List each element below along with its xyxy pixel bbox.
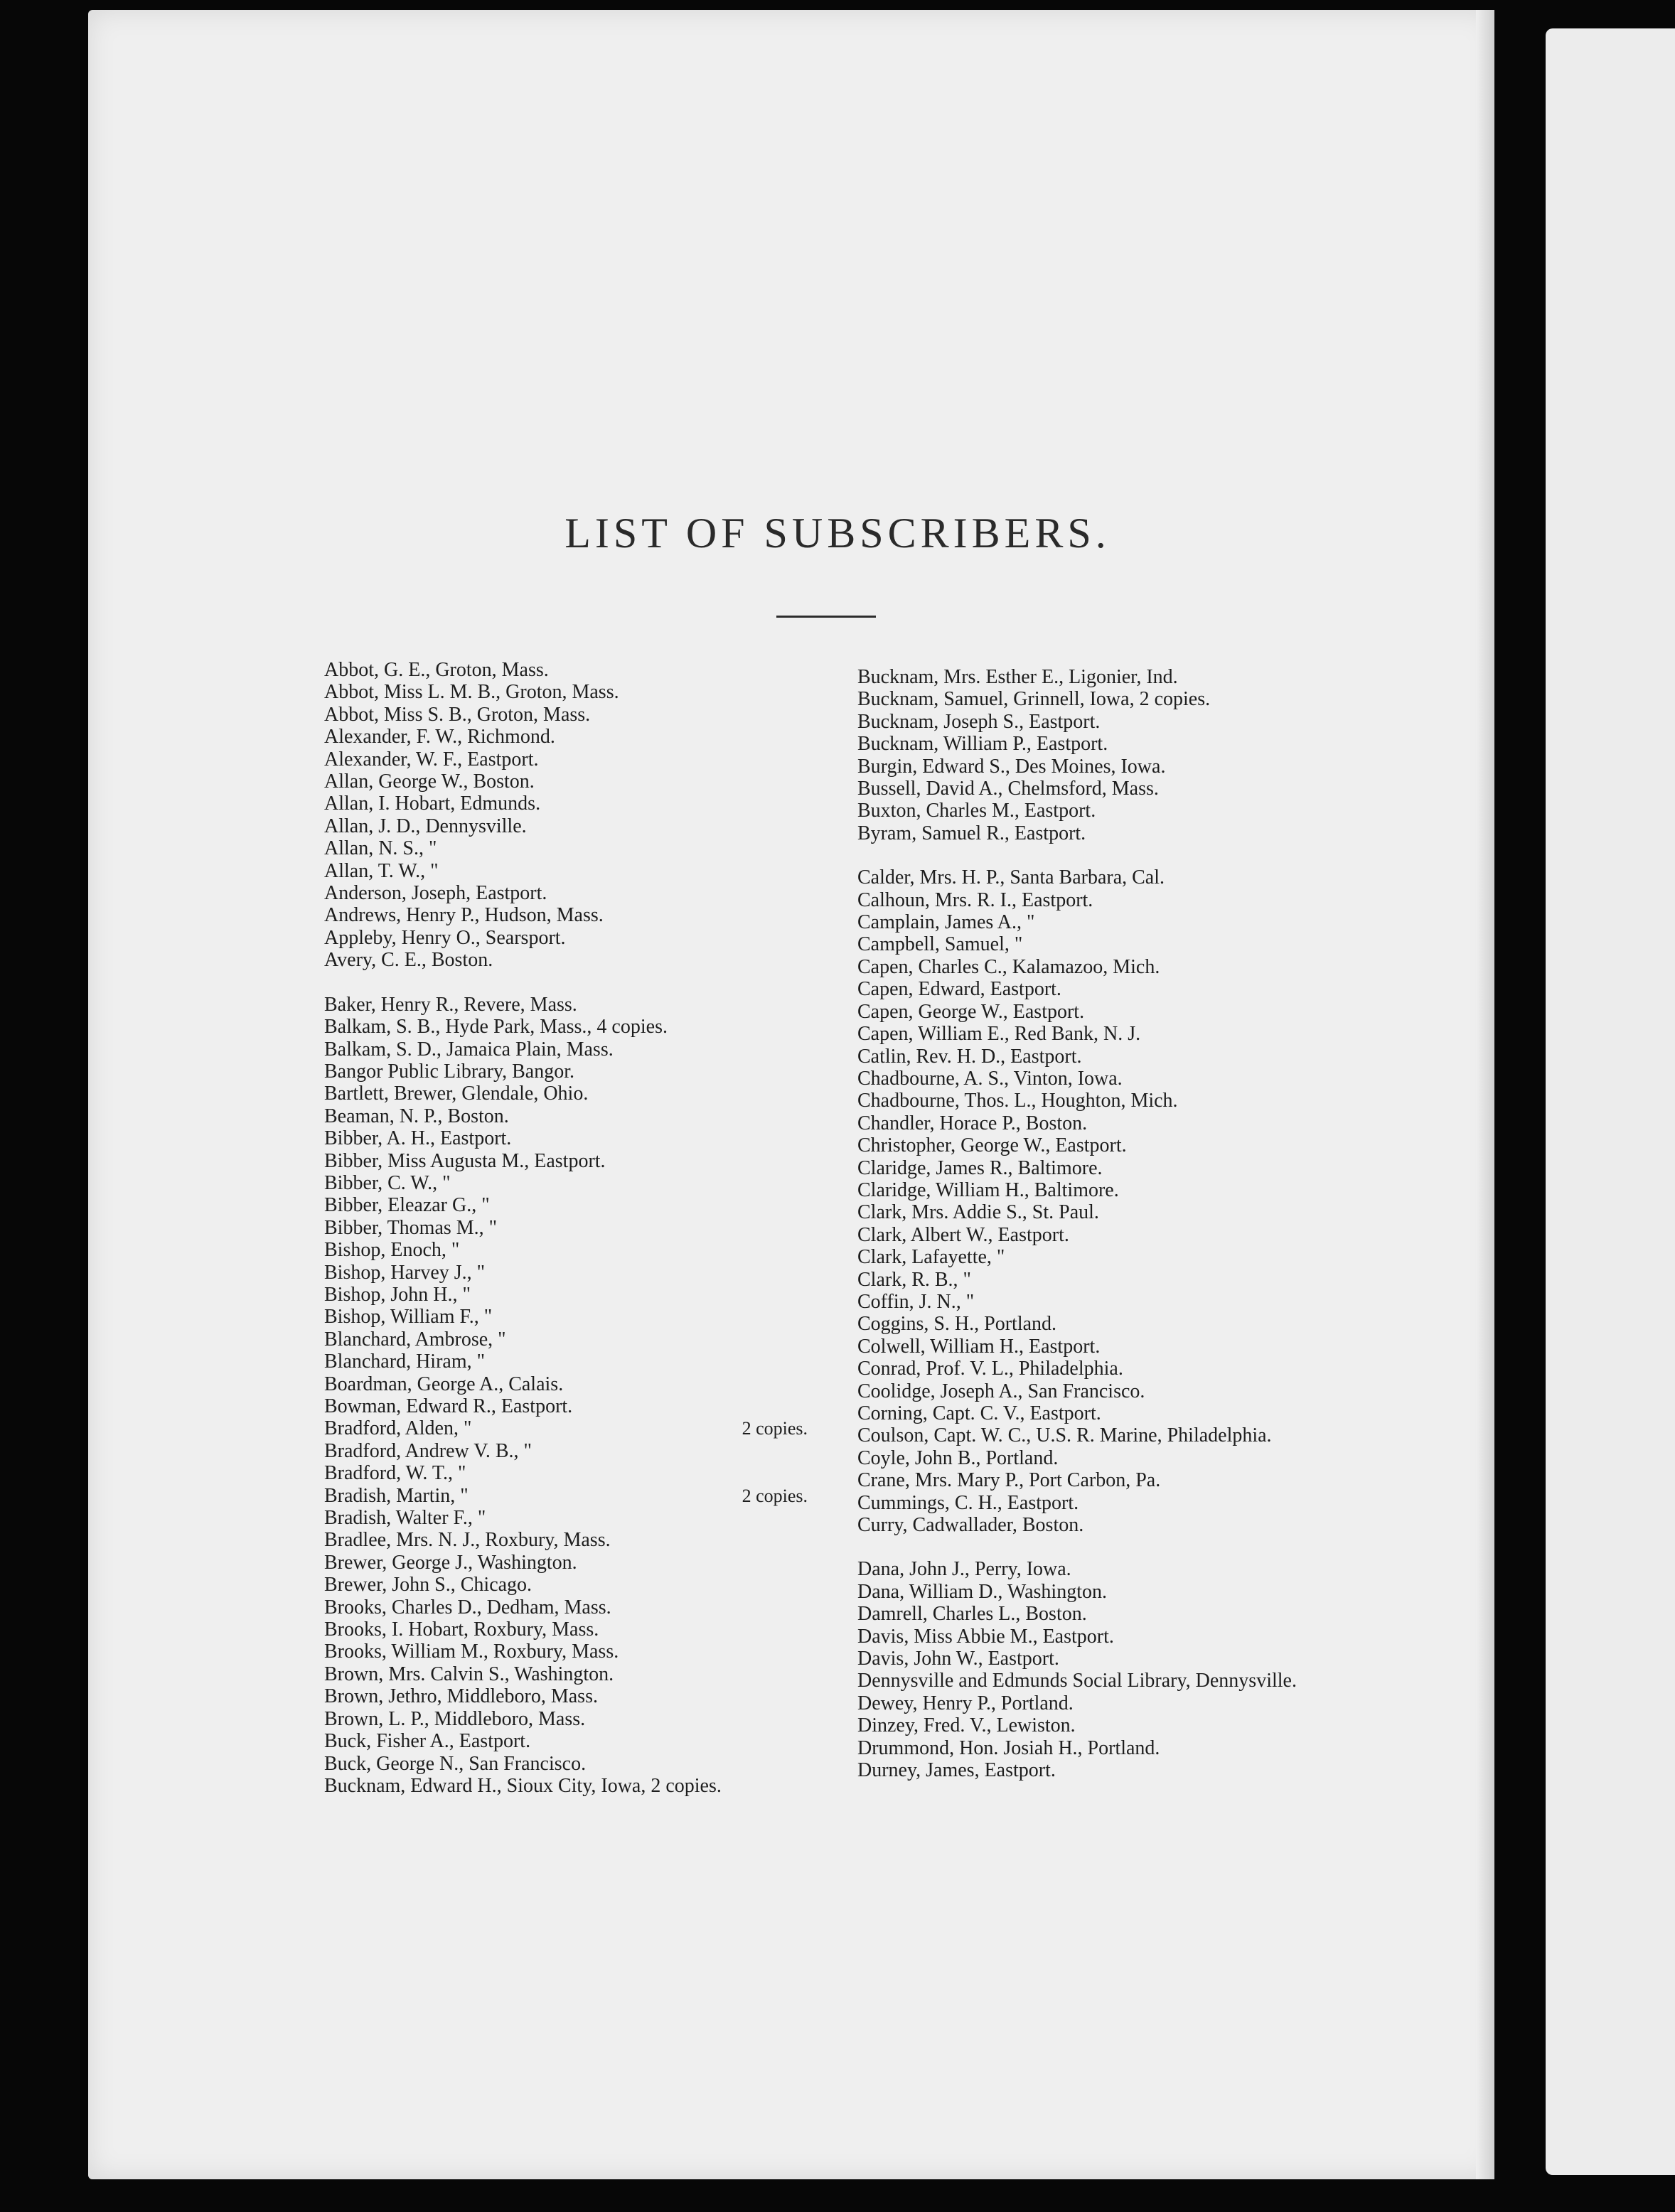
subscriber-entry — [857, 1336, 1384, 1358]
subscriber-entry — [324, 1217, 836, 1239]
subscriber-name: Drummond, Hon. Josiah H., Portland. — [857, 1736, 1160, 1759]
subscriber-name: Calhoun, Mrs. R. I., Eastport. — [857, 888, 1093, 911]
subscriber-entry — [857, 1046, 1384, 1068]
subscriber-entry — [324, 927, 836, 949]
subscriber-name: Bibber, Eleazar G., " — [324, 1194, 490, 1217]
subscriber-entry — [857, 1424, 1384, 1446]
subscriber-entry — [324, 1306, 836, 1328]
subscriber-entry — [857, 711, 1384, 733]
subscriber-name: Allan, George W., Boston. — [324, 771, 535, 793]
subscriber-entry — [857, 800, 1384, 822]
subscriber-entry — [857, 1246, 1384, 1268]
subscriber-entry — [324, 1284, 836, 1306]
subscriber-entry — [324, 1685, 836, 1707]
subscriber-entry — [857, 889, 1384, 911]
subscriber-name: Andrews, Henry P., Hudson, Mass. — [324, 904, 604, 927]
subscriber-entry — [324, 994, 836, 1016]
subscriber-entry — [324, 949, 836, 971]
subscriber-name: Bradford, Alden, " — [324, 1417, 472, 1440]
subscriber-entry — [324, 904, 836, 926]
subscriber-name: Capen, George W., Eastport. — [857, 1000, 1085, 1023]
subscriber-name: Allan, I. Hobart, Edmunds. — [324, 793, 541, 815]
subscriber-name: Brewer, John S., Chicago. — [324, 1574, 533, 1596]
subscriber-entry — [857, 778, 1384, 800]
subscriber-entry — [324, 1262, 836, 1284]
subscriber-name: Damrell, Charles L., Boston. — [857, 1603, 1087, 1626]
subscriber-name: Curry, Cadwallader, Boston. — [857, 1514, 1084, 1537]
subscriber-name: Balkam, S. D., Jamaica Plain, Mass. — [324, 1038, 614, 1061]
subscriber-name: Bowman, Edward R., Eastport. — [324, 1395, 573, 1417]
subscriber-entry — [324, 1351, 836, 1373]
subscriber-name: Capen, Charles C., Kalamazoo, Mich. — [857, 955, 1160, 978]
subscriber-entry — [324, 1618, 836, 1641]
subscriber-entry — [857, 1224, 1384, 1246]
subscriber-name: Davis, John W., Eastport. — [857, 1648, 1059, 1670]
subscriber-entry — [324, 771, 836, 793]
subscriber-entry — [324, 1105, 836, 1127]
subscriber-entry — [324, 1150, 836, 1172]
subscriber-entry — [324, 1440, 836, 1462]
subscriber-name: Dewey, Henry P., Portland. — [857, 1692, 1074, 1714]
subscriber-entry — [857, 1514, 1384, 1536]
subscriber-name: Bucknam, Joseph S., Eastport. — [857, 710, 1101, 733]
subscriber-entry — [324, 1462, 836, 1484]
subscriber-name: Bishop, Harvey J., " — [324, 1261, 486, 1284]
subscriber-name: Brown, Jethro, Middleboro, Mass. — [324, 1685, 598, 1708]
subscriber-name: Bradlee, Mrs. N. J., Roxbury, Mass. — [324, 1529, 611, 1552]
subscriber-entry — [857, 1603, 1384, 1625]
subscriber-name: Alexander, W. F., Eastport. — [324, 748, 539, 771]
subscriber-entry — [324, 837, 836, 859]
subscriber-name: Dana, John J., Perry, Iowa. — [857, 1558, 1071, 1581]
subscriber-name: Anderson, Joseph, Eastport. — [324, 882, 547, 905]
subscriber-name: Coggins, S. H., Portland. — [857, 1313, 1057, 1336]
copies-note: 2 copies. — [742, 1485, 808, 1506]
subscriber-entry — [324, 1663, 836, 1685]
subscriber-entry — [857, 1358, 1384, 1380]
subscriber-name: Buxton, Charles M., Eastport. — [857, 800, 1096, 822]
subscriber-name: Davis, Miss Abbie M., Eastport. — [857, 1625, 1114, 1648]
subscriber-name: Bucknam, William P., Eastport. — [857, 733, 1108, 756]
subscriber-entry — [324, 1529, 836, 1551]
subscriber-name: Brewer, George J., Washington. — [324, 1551, 577, 1574]
subscriber-name: Abbot, G. E., Groton, Mass. — [324, 659, 549, 681]
subscriber-entry — [324, 882, 836, 904]
subscriber-name: Clark, R. B., " — [857, 1268, 971, 1291]
subscriber-entry — [857, 1492, 1384, 1514]
subscriber-name: Byram, Samuel R., Eastport. — [857, 822, 1086, 844]
subscriber-entry — [857, 1759, 1384, 1781]
subscriber-name: Bishop, William F., " — [324, 1306, 493, 1328]
subscriber-entry — [857, 733, 1384, 755]
subscriber-entry — [857, 1670, 1384, 1692]
subscriber-entry — [324, 1061, 836, 1083]
subscriber-name: Capen, Edward, Eastport. — [857, 978, 1061, 1001]
subscriber-entry — [857, 1558, 1384, 1580]
subscriber-name: Bangor Public Library, Bangor. — [324, 1060, 575, 1083]
subscriber-name: Brown, L. P., Middleboro, Mass. — [324, 1707, 586, 1730]
subscriber-entry — [324, 793, 836, 815]
subscriber-entry — [857, 1626, 1384, 1648]
subscriber-name: Appleby, Henry O., Searsport. — [324, 926, 566, 949]
subscriber-entry — [857, 1581, 1384, 1603]
subscribers-column-right — [857, 666, 1384, 1782]
subscriber-entry — [857, 1380, 1384, 1402]
subscriber-entry — [324, 1485, 836, 1507]
subscriber-entry — [324, 1507, 836, 1529]
subscriber-entry — [857, 1112, 1384, 1134]
subscriber-entry — [324, 1775, 836, 1797]
subscriber-entry — [857, 756, 1384, 778]
subscriber-name: Colwell, William H., Eastport. — [857, 1335, 1101, 1358]
subscriber-entry — [324, 748, 836, 771]
subscriber-entry — [857, 1648, 1384, 1670]
subscriber-name: Bibber, C. W., " — [324, 1171, 451, 1194]
subscriber-name: Blanchard, Hiram, " — [324, 1351, 486, 1373]
subscriber-entry — [857, 978, 1384, 1000]
subscriber-entry — [324, 1708, 836, 1730]
subscriber-name: Baker, Henry R., Revere, Mass. — [324, 993, 577, 1016]
subscriber-name: Balkam, S. B., Hyde Park, Mass., 4 copies. — [324, 1016, 668, 1038]
subscriber-name: Durney, James, Eastport. — [857, 1759, 1056, 1782]
subscriber-name: Bibber, Thomas M., " — [324, 1216, 498, 1239]
subscriber-name: Abbot, Miss L. M. B., Groton, Mass. — [324, 681, 619, 704]
subscriber-entry — [857, 822, 1384, 844]
subscriber-entry — [324, 1395, 836, 1417]
subscriber-name: Camplain, James A., " — [857, 911, 1035, 934]
subscriber-entry — [324, 815, 836, 837]
subscriber-entry — [324, 860, 836, 882]
subscriber-entry — [324, 1194, 836, 1216]
subscriber-entry — [324, 1596, 836, 1618]
subscriber-name: Coulson, Capt. W. C., U.S. R. Marine, Philadelphia. — [857, 1424, 1272, 1447]
page-title: LIST OF SUBSCRIBERS. — [564, 510, 1111, 557]
subscriber-entry — [324, 1417, 836, 1439]
subscriber-name: Claridge, William H., Baltimore. — [857, 1179, 1119, 1201]
subscriber-entry — [857, 1201, 1384, 1223]
subscriber-entry — [857, 911, 1384, 933]
subscriber-name: Coyle, John B., Portland. — [857, 1446, 1059, 1469]
subscriber-name: Bishop, Enoch, " — [324, 1239, 460, 1262]
subscriber-entry — [324, 1083, 836, 1105]
subscriber-entry — [324, 1239, 836, 1261]
subscriber-name: Chadbourne, Thos. L., Houghton, Mich. — [857, 1090, 1178, 1112]
subscriber-name: Dinzey, Fred. V., Lewiston. — [857, 1714, 1076, 1737]
subscriber-name: Brown, Mrs. Calvin S., Washington. — [324, 1663, 614, 1685]
subscriber-entry — [324, 1753, 836, 1775]
subscriber-name: Clark, Mrs. Addie S., St. Paul. — [857, 1201, 1099, 1224]
subscriber-name: Abbot, Miss S. B., Groton, Mass. — [324, 703, 591, 726]
subscriber-entry — [324, 1328, 836, 1351]
subscriber-entry — [857, 1157, 1384, 1179]
subscriber-name: Beaman, N. P., Boston. — [324, 1105, 509, 1127]
subscriber-entry — [857, 1023, 1384, 1045]
subscriber-entry — [857, 1068, 1384, 1090]
subscriber-name: Bishop, John H., " — [324, 1283, 471, 1306]
subscriber-name: Brooks, William M., Roxbury, Mass. — [324, 1641, 619, 1663]
subscriber-name: Claridge, James R., Baltimore. — [857, 1156, 1103, 1179]
subscriber-entry — [324, 1016, 836, 1038]
subscriber-name: Allan, N. S., " — [324, 837, 437, 860]
subscriber-entry — [857, 1291, 1384, 1313]
subscriber-name: Bussell, David A., Chelmsford, Mass. — [857, 778, 1159, 800]
subscriber-name: Burgin, Edward S., Des Moines, Iowa. — [857, 755, 1166, 778]
title-rule — [776, 616, 876, 618]
subscriber-name: Catlin, Rev. H. D., Eastport. — [857, 1045, 1082, 1068]
subscriber-name: Dana, William D., Washington. — [857, 1580, 1107, 1603]
subscriber-name: Boardman, George A., Calais. — [324, 1373, 564, 1395]
subscriber-name: Bradish, Martin, " — [324, 1484, 469, 1507]
subscriber-name: Alexander, F. W., Richmond. — [324, 726, 555, 748]
subscriber-entry — [324, 726, 836, 748]
subscriber-entry — [857, 1090, 1384, 1112]
subscriber-name: Bucknam, Edward H., Sioux City, Iowa, 2 copies. — [324, 1774, 722, 1797]
subscriber-name: Clark, Lafayette, " — [857, 1246, 1005, 1269]
subscriber-entry — [324, 1730, 836, 1752]
subscriber-name: Allan, T. W., " — [324, 859, 439, 882]
subscriber-name: Brooks, I. Hobart, Roxbury, Mass. — [324, 1618, 599, 1641]
subscriber-entry — [324, 704, 836, 726]
subscriber-entry — [324, 1127, 836, 1149]
subscriber-entry — [324, 1373, 836, 1395]
subscriber-name: Bradford, Andrew V. B., " — [324, 1439, 532, 1462]
adjacent-page-edge — [1546, 28, 1675, 2175]
subscriber-name: Coffin, J. N., " — [857, 1290, 975, 1313]
subscriber-name: Avery, C. E., Boston. — [324, 949, 493, 972]
subscriber-name: Clark, Albert W., Eastport. — [857, 1223, 1069, 1246]
subscriber-name: Crane, Mrs. Mary P., Port Carbon, Pa. — [857, 1469, 1161, 1492]
subscriber-name: Bradford, W. T., " — [324, 1462, 466, 1485]
subscriber-entry — [324, 1038, 836, 1061]
subscriber-entry — [857, 1447, 1384, 1469]
subscriber-entry — [324, 1574, 836, 1596]
subscriber-name: Brooks, Charles D., Dedham, Mass. — [324, 1596, 611, 1618]
subscriber-name: Buck, George N., San Francisco. — [324, 1752, 587, 1775]
page-gutter-shadow — [1476, 10, 1494, 2179]
subscriber-name: Cummings, C. H., Eastport. — [857, 1491, 1079, 1514]
subscriber-name: Corning, Capt. C. V., Eastport. — [857, 1402, 1101, 1424]
subscriber-name: Coolidge, Joseph A., San Francisco. — [857, 1380, 1145, 1402]
subscriber-name: Bibber, Miss Augusta M., Eastport. — [324, 1149, 606, 1172]
subscriber-entry — [857, 1469, 1384, 1491]
subscriber-entry — [324, 1552, 836, 1574]
subscriber-entry — [857, 1402, 1384, 1424]
subscriber-name: Dennysville and Edmunds Social Library, Dennysville. — [857, 1670, 1297, 1692]
subscriber-name: Bartlett, Brewer, Glendale, Ohio. — [324, 1083, 589, 1105]
subscriber-name: Campbell, Samuel, " — [857, 933, 1023, 956]
subscriber-name: Conrad, Prof. V. L., Philadelphia. — [857, 1358, 1123, 1380]
subscriber-name: Bradish, Walter F., " — [324, 1507, 486, 1530]
subscriber-entry — [857, 1737, 1384, 1759]
subscriber-name: Bucknam, Samuel, Grinnell, Iowa, 2 copies. — [857, 688, 1211, 711]
subscriber-entry — [324, 681, 836, 703]
subscriber-entry — [857, 1313, 1384, 1335]
subscriber-name: Chadbourne, A. S., Vinton, Iowa. — [857, 1067, 1123, 1090]
subscriber-entry — [324, 1172, 836, 1194]
subscriber-name: Bibber, A. H., Eastport. — [324, 1127, 512, 1150]
subscriber-name: Calder, Mrs. H. P., Santa Barbara, Cal. — [857, 866, 1165, 889]
subscriber-name: Buck, Fisher A., Eastport. — [324, 1730, 531, 1753]
copies-note: 2 copies. — [742, 1418, 808, 1439]
subscriber-entry — [857, 1269, 1384, 1291]
subscriber-entry — [857, 666, 1384, 688]
subscriber-entry — [857, 1692, 1384, 1714]
subscriber-entry — [857, 688, 1384, 710]
subscriber-entry — [857, 1001, 1384, 1023]
subscriber-name: Chandler, Horace P., Boston. — [857, 1112, 1088, 1134]
subscribers-column-left — [324, 659, 836, 1797]
subscriber-entry — [857, 1714, 1384, 1736]
subscriber-entry — [324, 1641, 836, 1663]
subscriber-name: Christopher, George W., Eastport. — [857, 1134, 1127, 1157]
subscriber-entry — [857, 1179, 1384, 1201]
subscriber-entry — [324, 659, 836, 681]
subscriber-entry — [857, 933, 1384, 955]
subscriber-name: Capen, William E., Red Bank, N. J. — [857, 1023, 1141, 1046]
subscriber-entry — [857, 1134, 1384, 1156]
subscriber-name: Bucknam, Mrs. Esther E., Ligonier, Ind. — [857, 666, 1178, 688]
subscriber-name: Allan, J. D., Dennysville. — [324, 815, 527, 837]
subscriber-entry — [857, 956, 1384, 978]
subscriber-entry — [857, 866, 1384, 888]
subscriber-name: Blanchard, Ambrose, " — [324, 1328, 506, 1351]
